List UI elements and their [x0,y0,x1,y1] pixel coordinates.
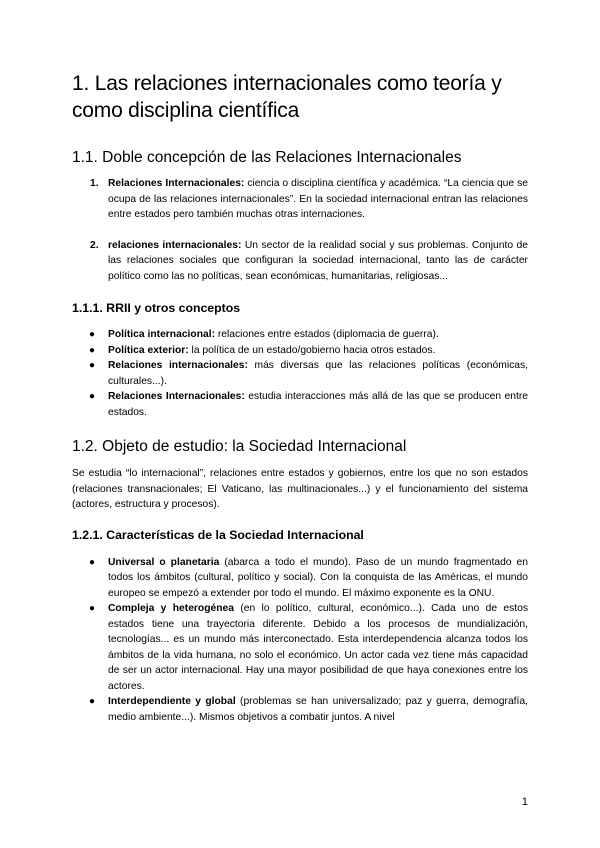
list-item [72,389,528,420]
term-label: Política internacional: [108,329,215,340]
bullet-icon: ● [89,696,96,707]
list-item [72,694,528,725]
bullet-icon: ● [89,329,96,340]
page-number: 1 [521,796,528,808]
section-1-1-1-list [72,327,528,420]
list-item [72,176,528,223]
section-1-2-paragraph: Se estudia “lo internacional”, relaciones entre estados y gobiernos, entre los que no son estados (relaciones transnacionales; El Vaticano, las multinacionales...) y el funcionamiento del sistema (actores, estructura y procesos). [72,468,528,510]
list-number: 1. [90,178,99,189]
term-text: (abarca a todo el mundo). Paso de un mundo fragmentado en todos los ámbitos (cultural, político y social). Con la conquista de las Américas, el mundo europeo se empezó a extender por todo el mundo. El máximo exponente es la ONU. [108,556,528,599]
term-text: más diversas que las relaciones políticas (económicas, culturales...). [108,360,529,387]
list-item [72,343,528,359]
term-text: relaciones entre estados (diplomacia de guerra). [215,329,439,340]
section-1-1-heading: 1.1. Doble concepción de las Relaciones Internacionales [72,149,462,166]
term-label: Universal o planetaria [108,556,220,568]
list-number: 2. [90,239,99,251]
list-item [72,358,528,389]
bullet-icon: ● [89,360,96,371]
term-label: Relaciones Internacionales: [108,178,245,189]
section-1-2-1-list [72,555,528,726]
term-text: Un sector de la realidad social y sus problemas. Conjunto de las relaciones sociales que configuran la sociedad internacional, tanto las de carácter político como las no políticas, sean económicas, humanitarias, religiosas... [108,239,528,282]
bullet-icon: ● [89,603,96,614]
term-label: Relaciones Internacionales: [108,391,245,402]
term-text: la política de un estado/gobierno hacia otros estados. [188,344,436,356]
section-1-1-1-heading: 1.1.1. RRII y otros conceptos [72,301,241,315]
term-label: Interdependiente y global [108,696,236,707]
section-1-1-list [72,176,528,284]
term-text: ciencia o disciplina científica y académica. “La ciencia que se ocupa de las relaciones internacionales”. En la sociedad internacional entran las relaciones entre estados pero también muchas otras internaciones. [108,178,529,220]
term-label: Relaciones internacionales: [108,360,248,371]
document-page [72,70,528,725]
term-label: Política exterior: [108,344,189,356]
term-label: Compleja y heterogénea [108,603,234,614]
term-text: (en lo político, cultural, económico...). Cada uno de estos estados tiene una trayectoria diferente. Debido a los procesos de mundialización, tecnologías... es un mundo más interconectado. Esta interdependencia alcanza todos los ámbitos de la vida humana, no solo el económico. Un actor cada vez tiene más capacidad de ser un actor internacional. Hay una mayor posibilidad de que haya conexiones entre los actores. [108,603,528,692]
section-1-2-heading: 1.2. Objeto de estudio: la Sociedad Internacional [72,438,407,455]
bullet-icon: ● [89,344,96,356]
term-label: relaciones internacionales: [108,239,242,251]
list-item [72,238,528,285]
bullet-icon: ● [89,391,96,402]
list-item [72,327,528,343]
section-1-2-1-heading: 1.2.1. Características de la Sociedad Internacional [72,527,364,542]
page-title: 1. Las relaciones internacionales como teoría y como disciplina científica [72,72,502,122]
bullet-icon: ● [89,556,96,568]
term-text: (problemas se han universalizado; paz y guerra, demografía, medio ambiente...). Mismos objetivos a combatir juntos. A nivel [108,696,528,723]
list-item [72,601,528,694]
list-item [72,555,528,602]
term-text: estudia interacciones más allá de las que se producen entre estados. [108,391,528,418]
